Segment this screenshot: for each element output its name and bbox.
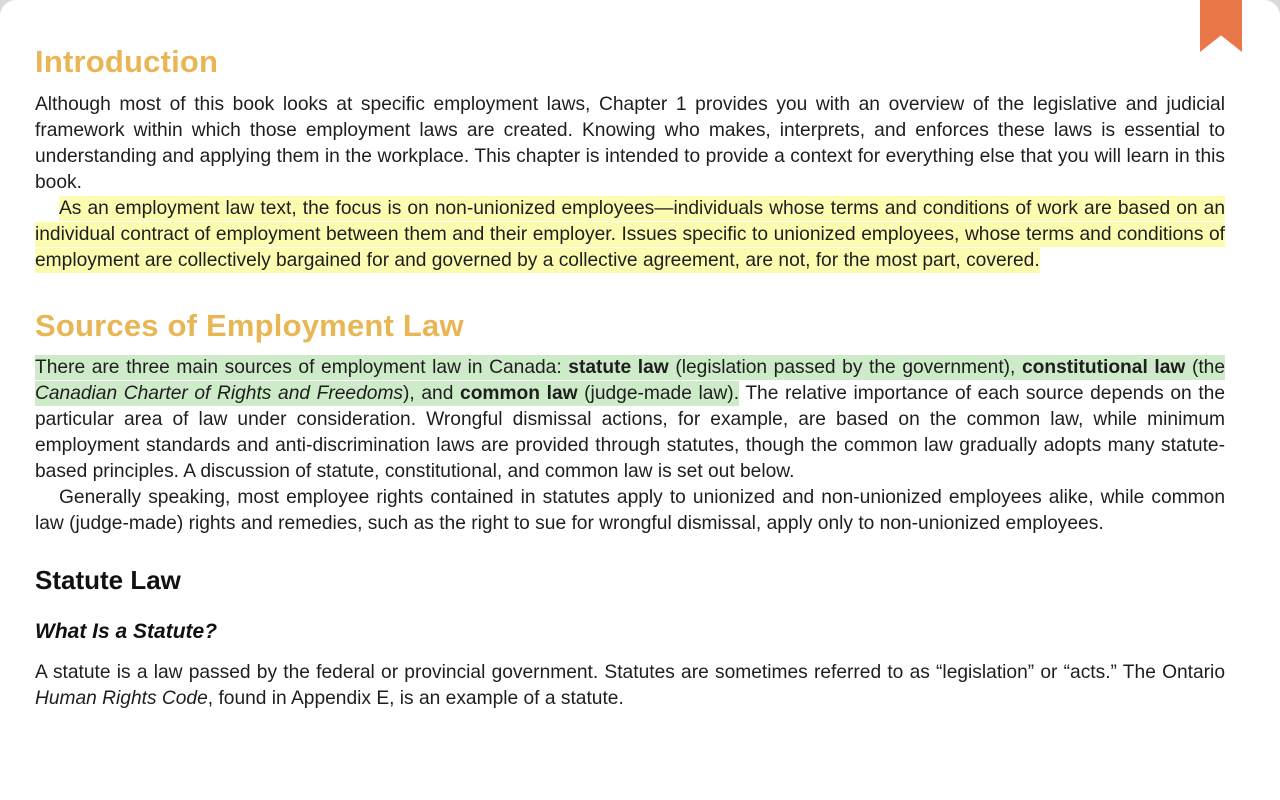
green-highlight[interactable]: (legislation passed by the government), (668, 357, 1022, 379)
text-run: Although most of this book looks at specific employment laws, Chapter 1 provides you with an overview of the legislative and judicial framework within which those employment laws are created. Knowing who makes, interprets, and enforces these laws is essential to understanding and applying them in the workplace. This chapter is intended to provide a context for everything else that you will learn in this book. (35, 93, 1225, 193)
what-is-a-statute-subheading: What Is a Statute? (35, 620, 218, 644)
green-highlight[interactable]: ), and (403, 383, 461, 405)
green-highlight-italic[interactable]: Canadian Charter of Rights and Freedoms (35, 383, 404, 405)
introduction-heading: Introduction (35, 44, 219, 79)
text-run: The relative importance of each source depends on the particular area of law under consideration. Wrongful dismissal actions, for example, are based on the common law, while minimum employment standards and anti-discrimination laws are provided through statutes, though the common law gradually adopts many statute-based principles. A discussion of statute, constitutional, and common law is set out below. (35, 383, 1225, 483)
text-run-italic: Human Rights Code (35, 688, 208, 710)
green-highlight[interactable]: There are three main sources of employment law in Canada: (35, 357, 569, 379)
statute-law-heading: Statute Law (35, 565, 181, 596)
green-highlight-bold[interactable]: statute law (568, 357, 669, 379)
text-run: A statute is a law passed by the federal or provincial government. Statutes are sometimes referred to as “legislation” or “acts.” The Ontario (35, 662, 1225, 684)
green-highlight-bold[interactable]: common law (460, 383, 578, 405)
introduction-paragraph (35, 92, 1225, 196)
sources-paragraph-1 (35, 355, 1225, 485)
text-run: , found in Appendix E, is an example of a statute. (207, 688, 624, 710)
statute-paragraph (35, 660, 1225, 712)
green-highlight[interactable]: (the (1185, 357, 1226, 379)
green-highlight-bold[interactable]: constitutional law (1022, 357, 1186, 379)
introduction-highlighted-paragraph (35, 196, 1225, 274)
text-run: Generally speaking, most employee rights contained in statutes apply to unionized and non-unionized employees alike, while common law (judge-made) rights and remedies, such as the right to sue for wrongful dismissal, apply only to non-unionized employees. (35, 487, 1225, 535)
yellow-highlight[interactable]: As an employment law text, the focus is on non-unionized employees—individuals whose terms and conditions of work are based on an individual contract of employment between them and their employer. Issues specific to unionized employees, whose terms and conditions of employment are collectively bargained for and governed by a collective agreement, are not, for the most part, covered. (35, 197, 1225, 271)
sources-heading: Sources of Employment Law (35, 307, 464, 343)
sources-paragraph-2 (35, 485, 1225, 537)
green-highlight[interactable]: (judge-made law). (577, 383, 740, 405)
